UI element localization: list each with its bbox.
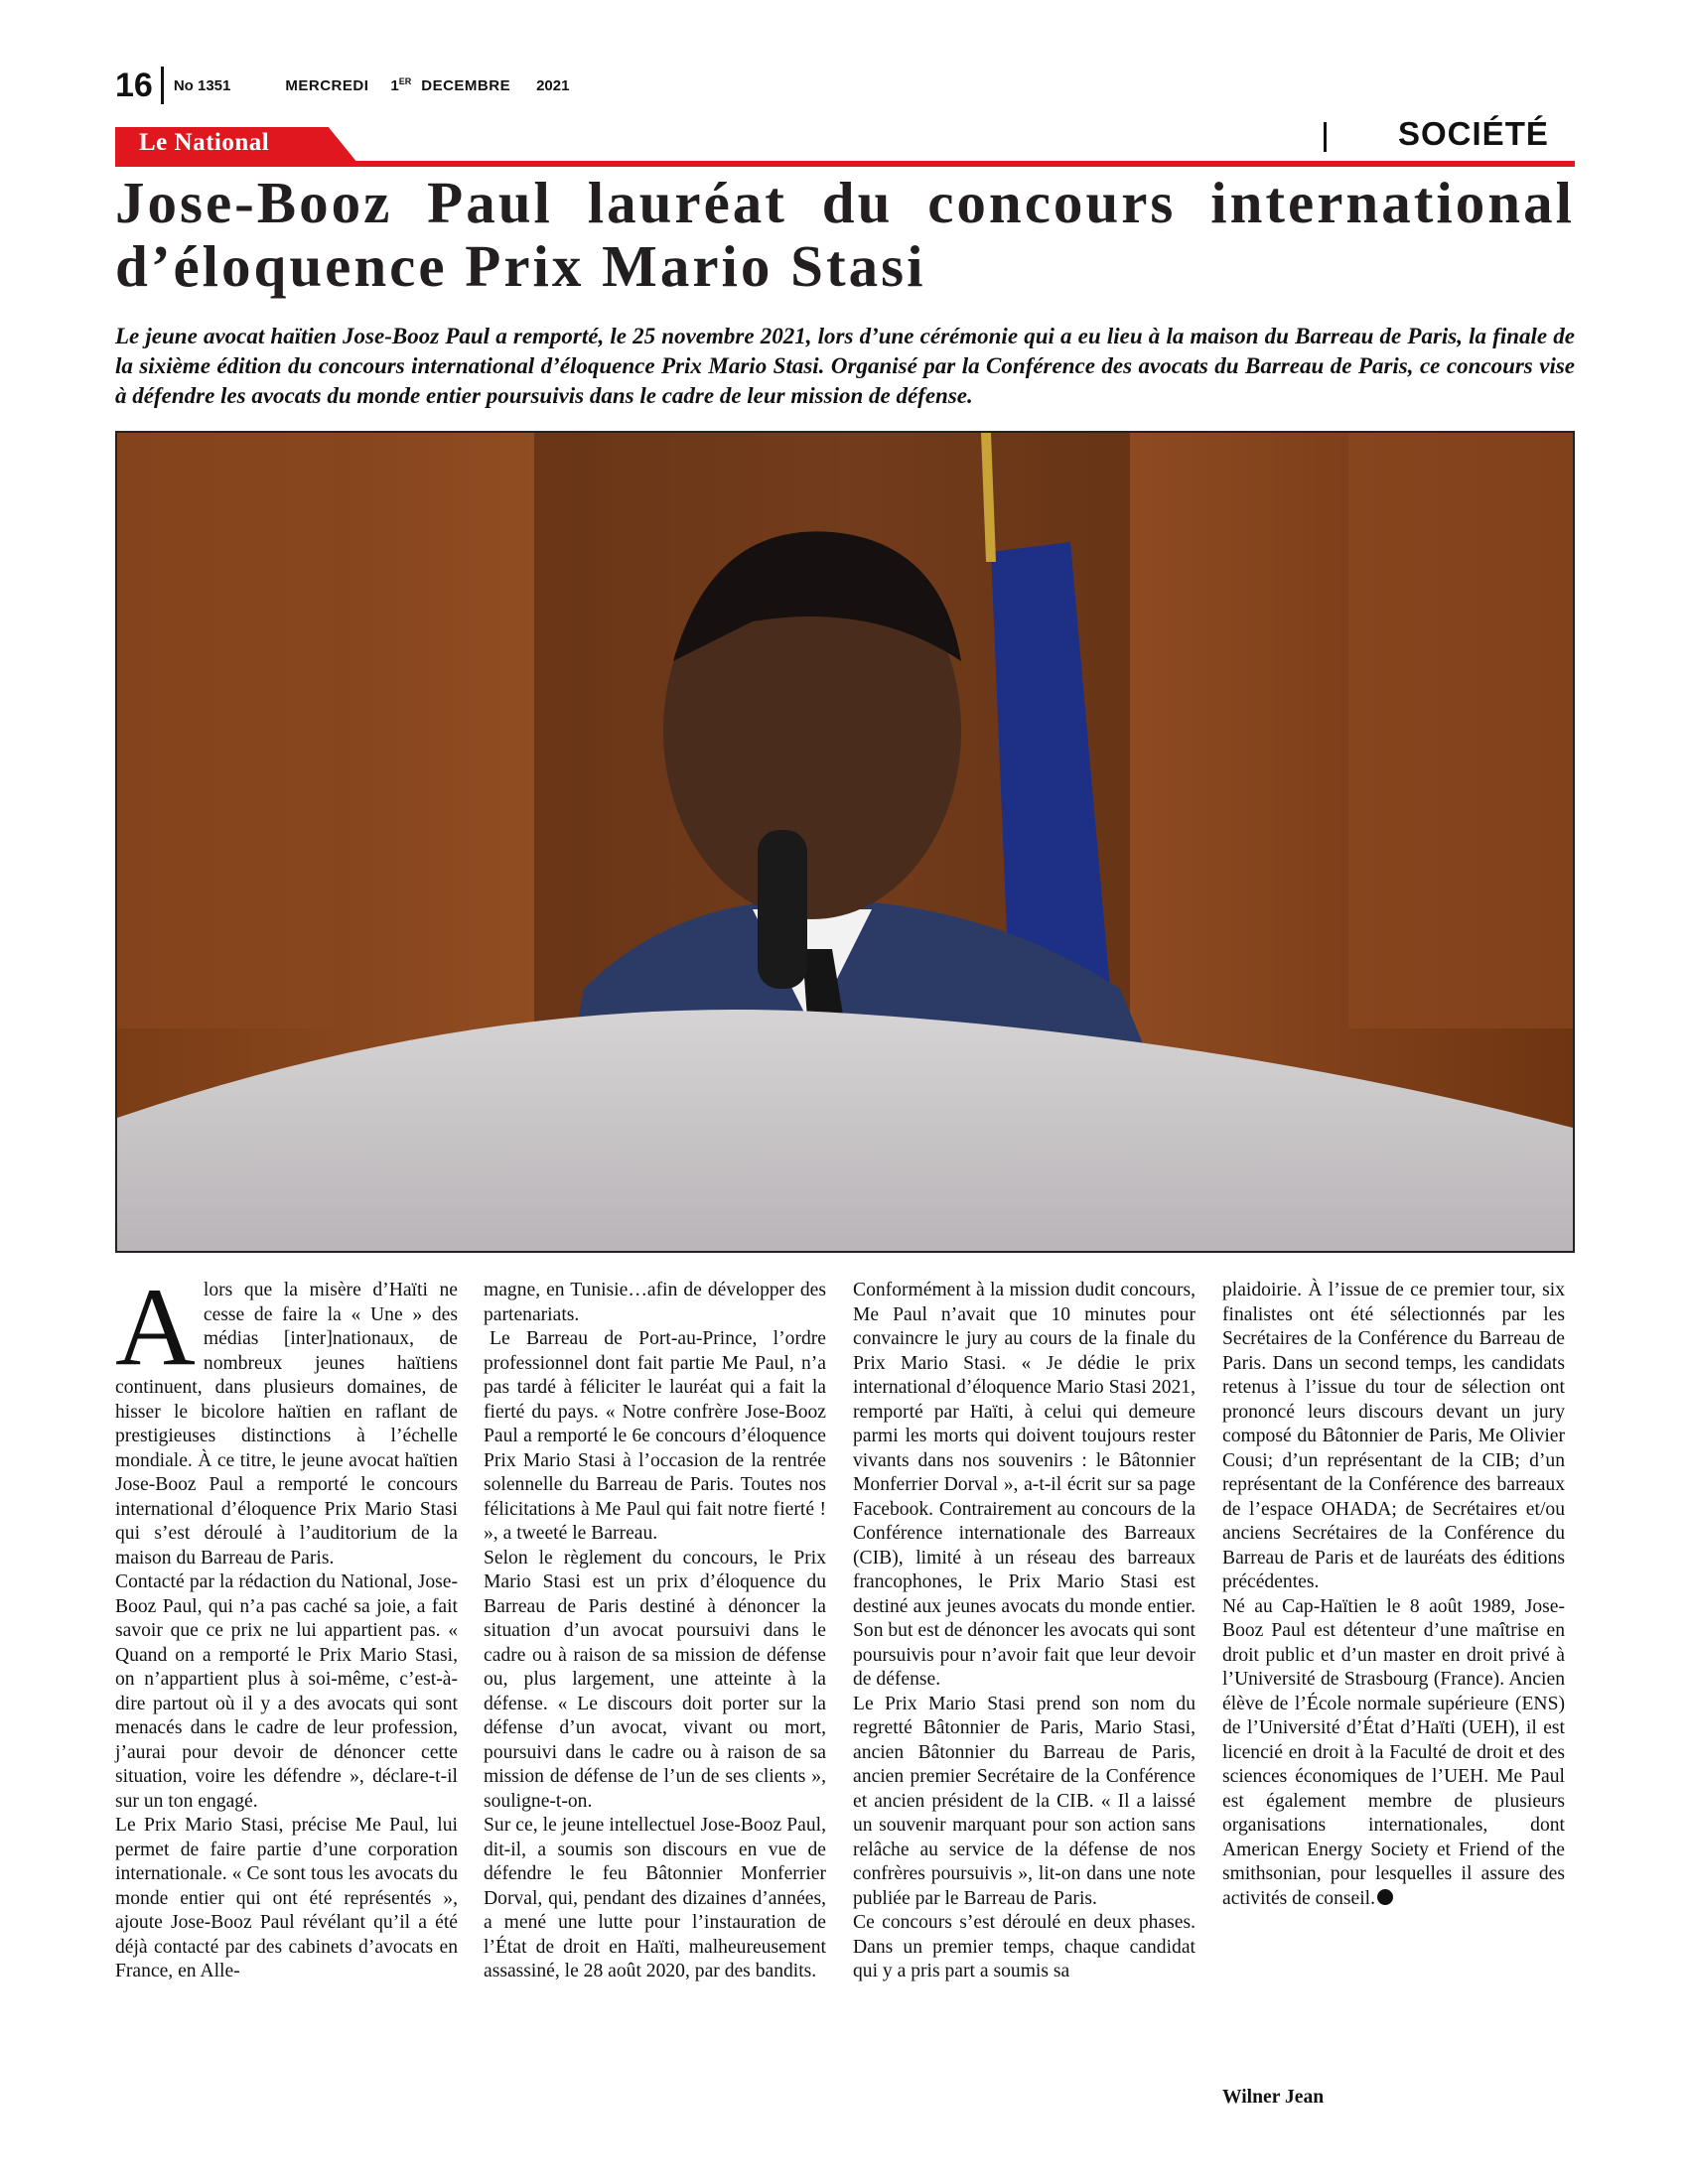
article-paragraph: Sur ce, le jeune intellectuel Jose-Booz Paul, dit-il, a soumis son discours en vue de défendre le feu Bâtonnier Monferrier Dorval, qui, pendant des dizaines d’années, a mené une lutte pour l’instauration de l’État de droit en Haïti, malheureusement assassiné, le 28 août 2020, par des bandits.: [484, 1815, 826, 1981]
publication-month: DECEMBRE: [421, 76, 511, 94]
publication-date-number: 1ER: [390, 76, 412, 94]
article-paragraph: Né au Cap-Haïtien le 8 août 1989, Jose-Booz Paul est détenteur d’une maîtrise en droit public et d’un master en droit privé à l’Université de Strasbourg (France). Ancien élève de l’École normale supérieure (ENS) de l’Université d’État d’Haïti (UEH), il est licencié en droit à la Faculté de droit et des sciences économiques de l’UEH. Me Paul est également membre de plusieurs organisations internationales, dont American Energy Society et Friend of the smithsonian, pour lesquelles il assure des activités de conseil.: [1222, 1595, 1565, 1909]
article-paragraph: plaidoirie. À l’issue de ce premier tour, six finalistes ont été sélectionnés par les Secrétaires de la Conférence du Barreau de Paris. Dans un second temps, les candidats retenus à l’issue du tour de sélection ont prononcé leurs discours devant un jury composé du Bâtonnier de Paris, Me Olivier Cousi; d’un représentant de la CIB; d’un représentant de la Conférence des barreaux de l’espace OHADA; de Secrétaires et/ou anciens Secrétaires de la Conférence du Barreau de Paris et de lauréats des éditions précédentes.: [1222, 1280, 1565, 1592]
article-paragraph: Selon le règlement du concours, le Prix Mario Stasi est un prix d’éloquence du Barreau de Paris destiné à dénoncer la situation d’un avocat poursuivi dans le cadre ou à raison de sa mission de défense ou, plus largement, une atteinte à la défense. « Le discours doit porter sur la défense d’un avocat, vivant ou mort, poursuivi dans le cadre ou à raison de sa mission de défense de l’un de ses clients », souligne-t-on.: [484, 1547, 826, 1812]
end-of-article-icon: [1377, 1889, 1393, 1905]
article-paragraph: Le Barreau de Port-au-Prince, l’ordre professionnel dont fait partie Me Paul, n’a pas tardé à féliciter le lauréat qui a fait la fierté du pays. « Notre confrère Jose-Booz Paul a remporté le 6e concours d’éloquence Prix Mario Stasi à l’occasion de la rentrée solennelle du Barreau de Paris. Toutes nos félicitations à Me Paul qui fait notre fierté ! », a tweeté le Barreau.: [484, 1328, 826, 1544]
article-paragraph: Le Prix Mario Stasi prend son nom du regretté Bâtonnier de Paris, Mario Stasi, ancien Bâtonnier du Barreau de Paris, ancien premier Secrétaire de la Conférence et ancien président de la CIB. « Il a laissé un souvenir marquant pour son action sans relâche au service de la défense de nos confrères poursuivis », lit-on dans une note publiée par le Barreau de Paris.: [853, 1693, 1196, 1909]
article-photo: [115, 431, 1575, 1253]
page-number: 16: [115, 66, 153, 104]
publication-day: MERCREDI: [285, 76, 369, 94]
page-header: [115, 64, 569, 107]
section-label: SOCIÉTÉ: [1398, 115, 1549, 152]
header-divider: [161, 67, 164, 104]
article-paragraph: Conformément à la mission dudit concours, Me Paul n’avait que 10 minutes pour convaincre le jury au cours de la finale du Prix Mario Stasi. « Je dédie le prix international d’éloquence Mario Stasi 2021, remporté par Haïti, à celui qui demeure parmi les morts qui doivent toujours rester vivants dans nos souvenirs : le Bâtonnier Monferrier Dorval », a-t-il écrit sur sa page Facebook. Contrairement au concours de la Conférence internationale des Barreaux (CIB), limité à un réseau des barreaux francophones, le Prix Mario Stasi est destiné aux jeunes avocats du monde entier. Son but est de dénoncer les avocats qui sont poursuivis pour n’avoir fait que leur devoir de défense.: [853, 1280, 1196, 1690]
article-column-1: [115, 1266, 458, 1984]
drop-cap: A: [115, 1266, 196, 1389]
article-paragraph: Le Prix Mario Stasi, précise Me Paul, lui permet de faire partie d’une corporation internationale. « Ce sont tous les avocats du monde entier qui ont été représentés », ajoute Jose-Booz Paul révélant qu’il a été déjà contacté par des cabinets d’avocats en France, en Alle-: [115, 1815, 458, 1981]
article-paragraph: Ce concours s’est déroulé en deux phases. Dans un premier temps, chaque candidat qui y a pris part a soumis sa: [853, 1912, 1196, 1981]
publication-year: 2021: [536, 76, 570, 94]
newspaper-logo: Le National: [139, 129, 270, 156]
issue-number: No 1351: [173, 76, 231, 94]
article-column-2: [484, 1279, 826, 1984]
header-rule: [115, 161, 1575, 167]
section-divider: [1324, 122, 1327, 152]
article-lede: Le jeune avocat haïtien Jose-Booz Paul a remporté, le 25 novembre 2021, lors d’une cérémonie qui a eu lieu à la maison du Barreau de Paris, la finale de la sixième édition du concours international d’éloquence Prix Mario Stasi. Organisé par la Conférence des avocats du Barreau de Paris, ce concours vise à défendre les avocats du monde entier poursuivis dans le cadre de leur mission de défense.: [115, 324, 1575, 408]
article-byline: Wilner Jean: [1222, 2087, 1325, 2108]
speaker-at-podium-illustration: [117, 433, 1573, 1251]
article-paragraph: Alors que la misère d’Haïti ne cesse de faire la « Une » des médias [inter]nationaux, de nombreux jeunes haïtiens continuent, dans plusieurs domaines, de hisser le bicolore haïtien en raflant de prestigieuses distinctions à l’échelle mondiale. À ce titre, le jeune avocat haïtien Jose-Booz Paul a remporté le concours international d’éloquence Prix Mario Stasi qui s’est déroulé à l’auditorium de la maison du Barreau de Paris.: [115, 1266, 458, 1569]
article-column-3: [853, 1279, 1196, 1984]
article-column-4: [1222, 1279, 1565, 1911]
article-title: Jose-Booz Paul lauréat du concours international d’éloquence Prix Mario Stasi: [115, 170, 1575, 299]
article-paragraph: Contacté par la rédaction du National, Jose-Booz Paul, qui n’a pas caché sa joie, a fait savoir que ce prix ne lui appartient pas. « Quand on a remporté le Prix Mario Stasi, on n’appartient plus à soi-même, c’est-à-dire partout où il y a des avocats qui sont menacés dans le cadre de leur profession, j’aurai pour devoir de dénoncer cette situation, voire les défendre », déclare-t-il sur un ton engagé.: [115, 1571, 458, 1812]
article-paragraph: magne, en Tunisie…afin de développer des partenariats.: [484, 1280, 826, 1325]
